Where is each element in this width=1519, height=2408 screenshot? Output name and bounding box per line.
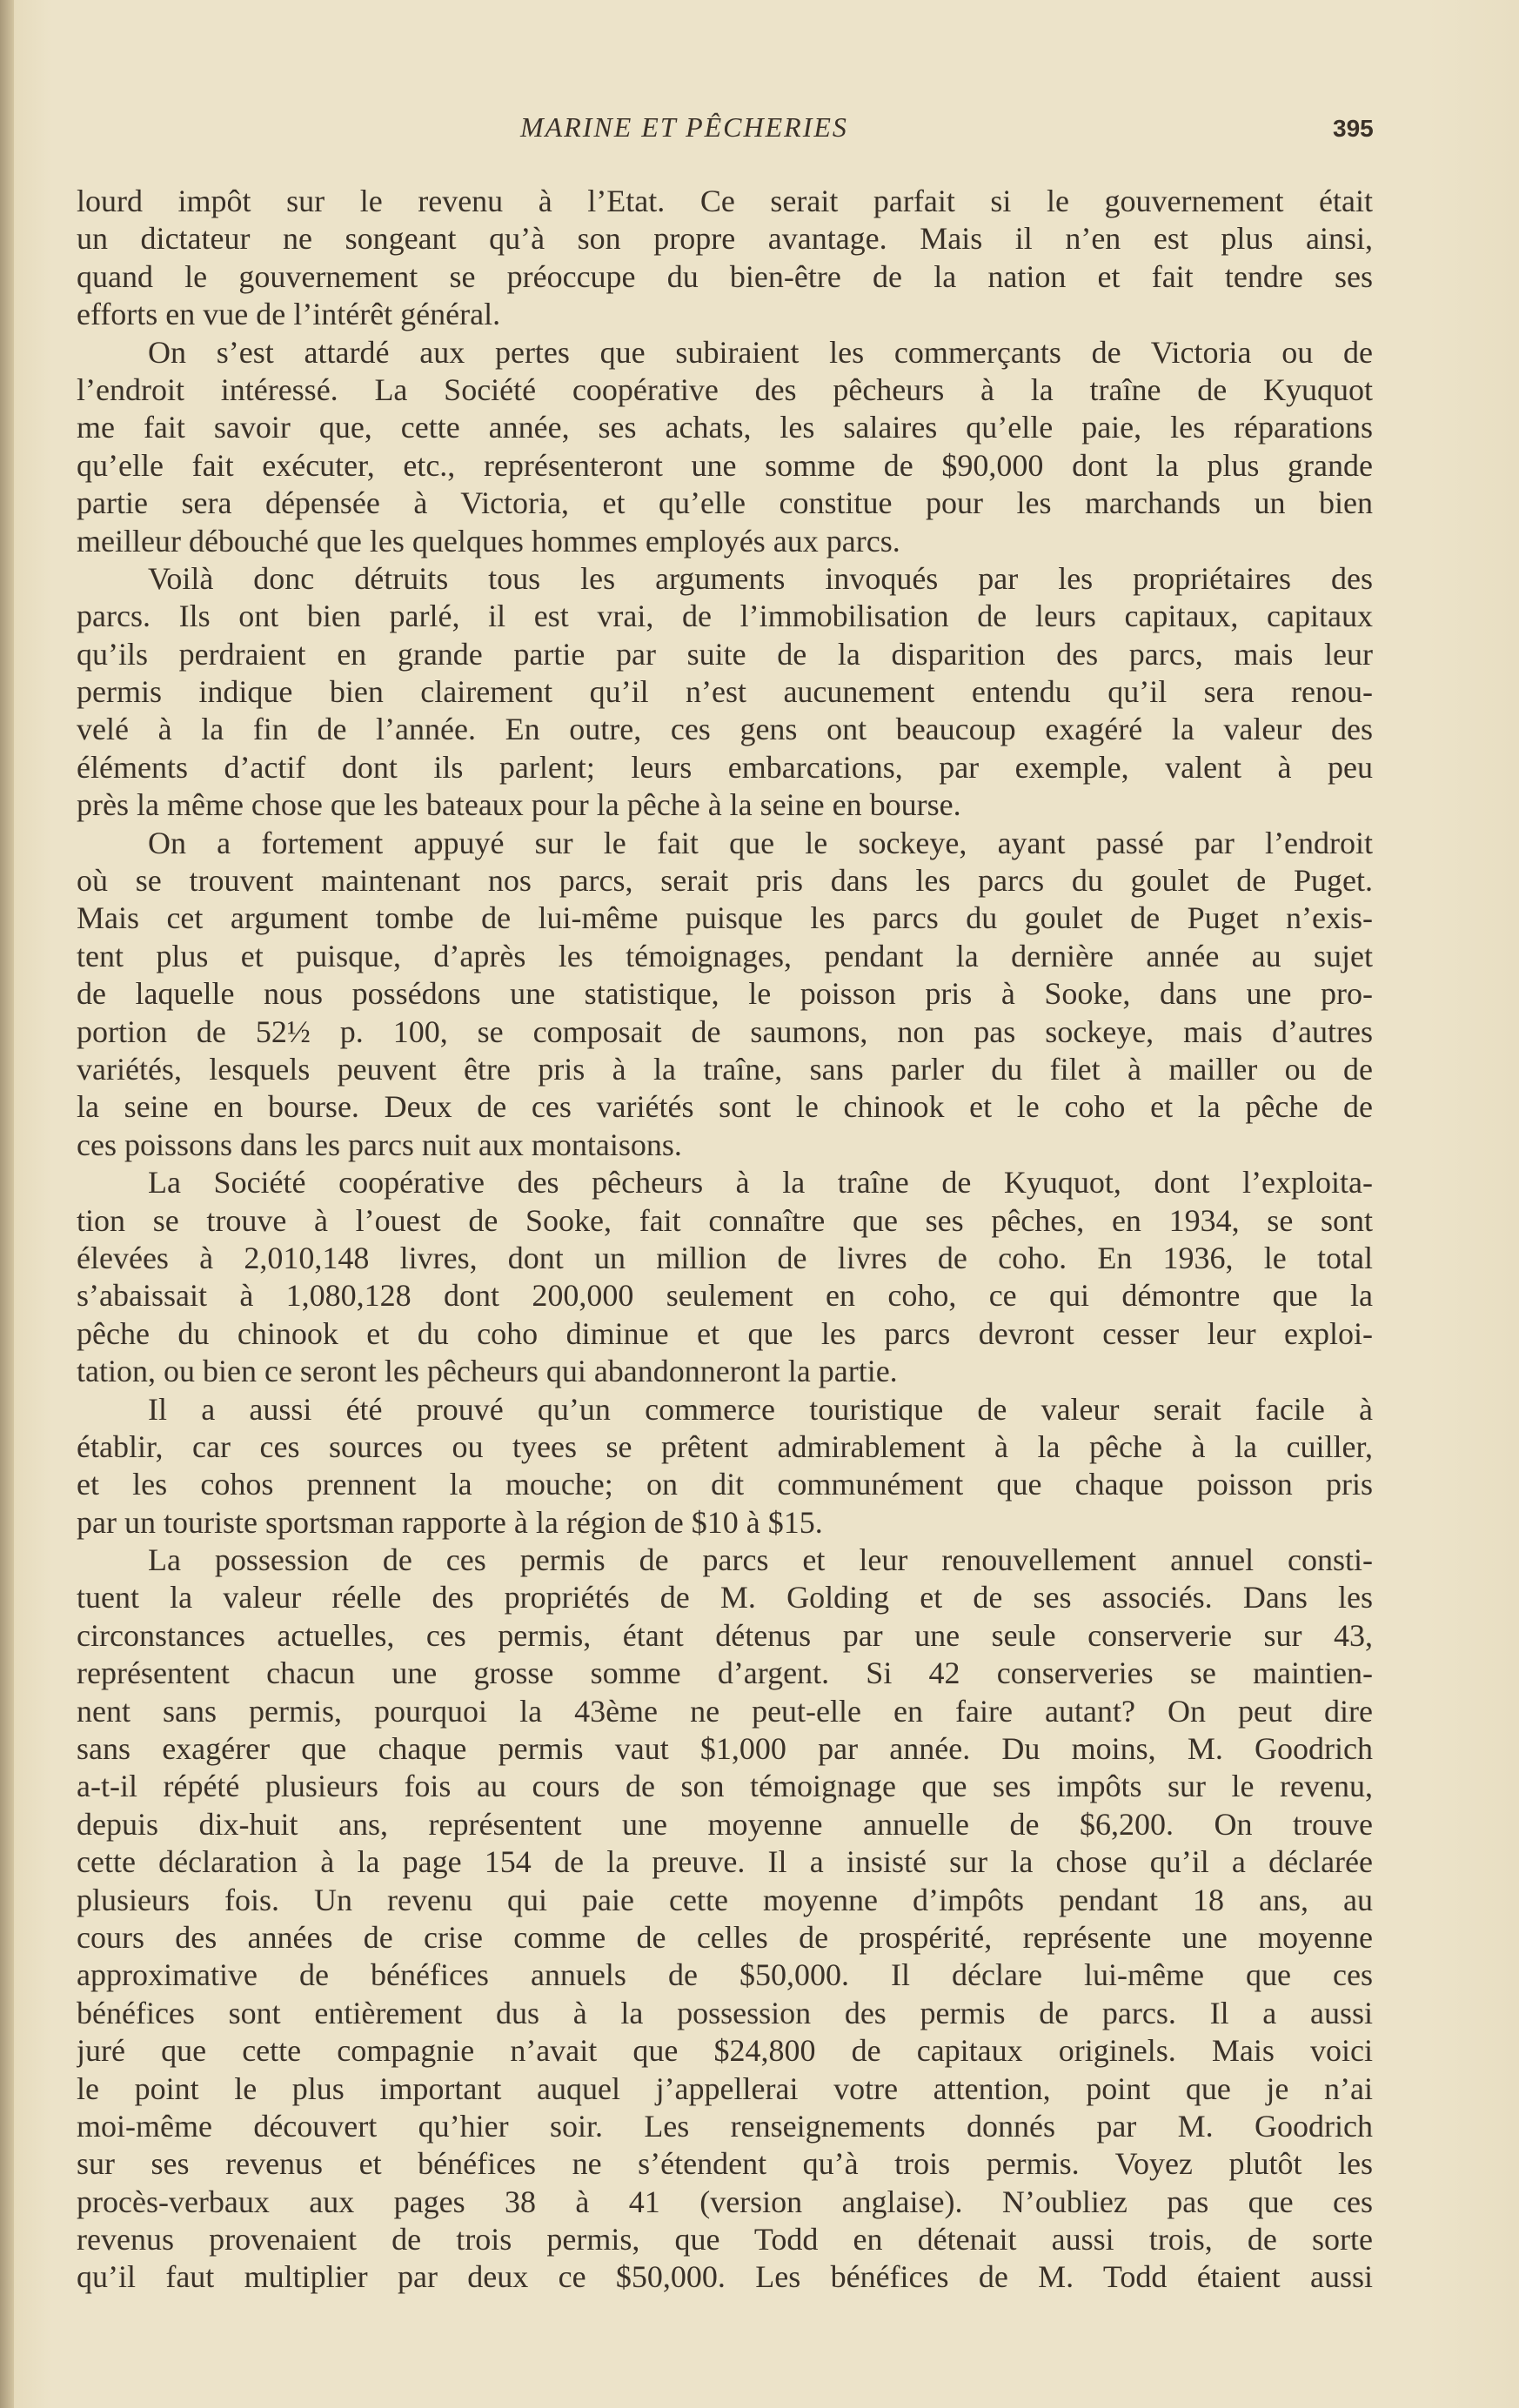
text-line: circonstances actuelles, ces permis, étant détenus par une seule conserverie sur 43,: [77, 1617, 1373, 1653]
text-line: près la même chose que les bateaux pour la pêche à la seine en bourse.: [77, 787, 961, 823]
text-line: quand le gouvernement se préoccupe du bien-être de la nation et fait tendre ses: [77, 258, 1373, 294]
text-line: le point le plus important auquel j’appellerai votre attention, point que je n’ai: [77, 2070, 1373, 2106]
text-line: pêche du chinook et du coho diminue et que les parcs devront cesser leur exploi-: [77, 1315, 1373, 1351]
text-line: On a fortement appuyé sur le fait que le sockeye, ayant passé par l’endroit: [148, 825, 1373, 860]
text-line: de laquelle nous possédons une statistique, le poisson pris à Sooke, dans une pro-: [77, 976, 1373, 1012]
text-line: s’abaissait à 1,080,128 dont 200,000 seulement en coho, ce qui démontre que la: [77, 1278, 1373, 1314]
text-line: et les cohos prennent la mouche; on dit communément que chaque poisson pris: [77, 1467, 1373, 1502]
text-line: me fait savoir que, cette année, ses achats, les salaires qu’elle paie, les réparations: [77, 410, 1373, 445]
text-line: partie sera dépensée à Victoria, et qu’elle constitue pour les marchands un bien: [77, 485, 1373, 521]
text-line: éléments d’actif dont ils parlent; leurs embarcations, par exemple, valent à peu: [77, 749, 1373, 785]
text-line: variétés, lesquels peuvent être pris à la traîne, sans parler du filet à mailler ou de: [77, 1051, 1373, 1087]
text-line: un dictateur ne songeant qu’à son propre avantage. Mais il n’en est plus ainsi,: [77, 221, 1373, 257]
text-line: où se trouvent maintenant nos parcs, serait pris dans les parcs du goulet de Puget.: [77, 863, 1373, 899]
text-line: sans exagérer que chaque permis vaut $1,000 par année. Du moins, M. Goodrich: [77, 1731, 1373, 1767]
text-line: juré que cette compagnie n’avait que $24,800 de capitaux originels. Mais voici: [77, 2033, 1373, 2069]
text-line: revenus provenaient de trois permis, que Todd en détenait aussi trois, de sorte: [77, 2222, 1373, 2258]
text-line: portion de 52½ p. 100, se composait de saumons, non pas sockeye, mais d’autres: [77, 1013, 1373, 1049]
text-line: cette déclaration à la page 154 de la preuve. Il a insisté sur la chose qu’il a déclarée: [77, 1844, 1373, 1880]
text-line: lourd impôt sur le revenu à l’Etat. Ce serait parfait si le gouvernement était: [77, 184, 1373, 218]
text-line: élevées à 2,010,148 livres, dont un million de livres de coho. En 1936, le total: [77, 1240, 1373, 1275]
text-line: établir, car ces sources ou tyees se prêtent admirablement à la pêche à la cuiller,: [77, 1428, 1373, 1464]
text-line: tuent la valeur réelle des propriétés de M. Golding et de ses associés. Dans les: [77, 1580, 1373, 1615]
text-line: On s’est attardé aux pertes que subiraient les commerçants de Victoria ou de: [148, 334, 1373, 370]
text-line: approximative de bénéfices annuels de $50,000. Il déclare lui-même que ces: [77, 1957, 1373, 1993]
running-head: MARINE ET PÊCHERIES: [520, 111, 848, 143]
text-line: tion se trouve à l’ouest de Sooke, fait connaître que ses pêches, en 1934, se sont: [77, 1202, 1373, 1238]
text-line: sur ses revenus et bénéfices ne s’étendent qu’à trois permis. Voyez plutôt les: [77, 2146, 1373, 2182]
text-line: qu’elle fait exécuter, etc., représenteront une somme de $90,000 dont la plus grande: [77, 447, 1373, 483]
text-line: a-t-il répété plusieurs fois au cours de son témoignage que ses impôts sur le revenu,: [77, 1769, 1373, 1804]
text-line: Mais cet argument tombe de lui-même puisque les parcs du goulet de Puget n’exis-: [77, 900, 1373, 936]
page-gutter: [0, 0, 14, 2408]
text-line: qu’ils perdraient en grande partie par suite de la disparition des parcs, mais leur: [77, 636, 1373, 672]
text-line: représentent chacun une grosse somme d’argent. Si 42 conserveries se maintien-: [77, 1656, 1373, 1691]
text-line: permis indique bien clairement qu’il n’est aucunement entendu qu’il sera renou-: [77, 674, 1373, 710]
text-line: par un touriste sportsman rapporte à la région de $10 à $15.: [77, 1504, 823, 1540]
body-text: [77, 183, 1373, 2297]
text-line: La Société coopérative des pêcheurs à la traîne de Kyuquot, dont l’exploita-: [148, 1165, 1373, 1201]
text-line: depuis dix-huit ans, représentent une moyenne annuelle de $6,200. On trouve: [77, 1806, 1373, 1842]
text-line: bénéfices sont entièrement dus à la possession des permis de parcs. Il a aussi: [77, 1995, 1373, 2030]
text-line: efforts en vue de l’intérêt général.: [77, 297, 501, 332]
page-number: 395: [1333, 115, 1374, 142]
text-line: meilleur débouché que les quelques hommes employés aux parcs.: [77, 523, 900, 559]
text-line: Voilà donc détruits tous les arguments invoqués par les propriétaires des: [148, 560, 1373, 596]
text-line: La possession de ces permis de parcs et leur renouvellement annuel consti-: [148, 1542, 1373, 1578]
text-line: tent plus et puisque, d’après les témoignages, pendant la dernière année au sujet: [77, 938, 1373, 973]
text-line: l’endroit intéressé. La Société coopérative des pêcheurs à la traîne de Kyuquot: [77, 371, 1373, 407]
text-line: ces poissons dans les parcs nuit aux montaisons.: [77, 1127, 682, 1162]
text-line: procès-verbaux aux pages 38 à 41 (version anglaise). N’oubliez pas que ces: [77, 2184, 1373, 2219]
text-line: la seine en bourse. Deux de ces variétés sont le chinook et le coho et la pêche de: [77, 1089, 1373, 1125]
text-line: tation, ou bien ce seront les pêcheurs qui abandonneront la partie.: [77, 1354, 898, 1389]
text-line: Il a aussi été prouvé qu’un commerce touristique de valeur serait facile à: [148, 1391, 1373, 1427]
text-line: velé à la fin de l’année. En outre, ces gens ont beaucoup exagéré la valeur des: [77, 712, 1373, 747]
text-line: qu’il faut multiplier par deux ce $50,000. Les bénéfices de M. Todd étaient aussi: [77, 2259, 1373, 2295]
text-line: parcs. Ils ont bien parlé, il est vrai, de l’immobilisation de leurs capitaux, capitaux: [77, 599, 1373, 634]
text-line: cours des années de crise comme de celles de prospérité, représente une moyenne: [77, 1919, 1373, 1955]
text-line: nent sans permis, pourquoi la 43ème ne peut-elle en faire autant? On peut dire: [77, 1693, 1373, 1729]
text-line: plusieurs fois. Un revenu qui paie cette moyenne d’impôts pendant 18 ans, au: [77, 1882, 1373, 1917]
text-line: moi-même découvert qu’hier soir. Les renseignements donnés par M. Goodrich: [77, 2108, 1373, 2144]
